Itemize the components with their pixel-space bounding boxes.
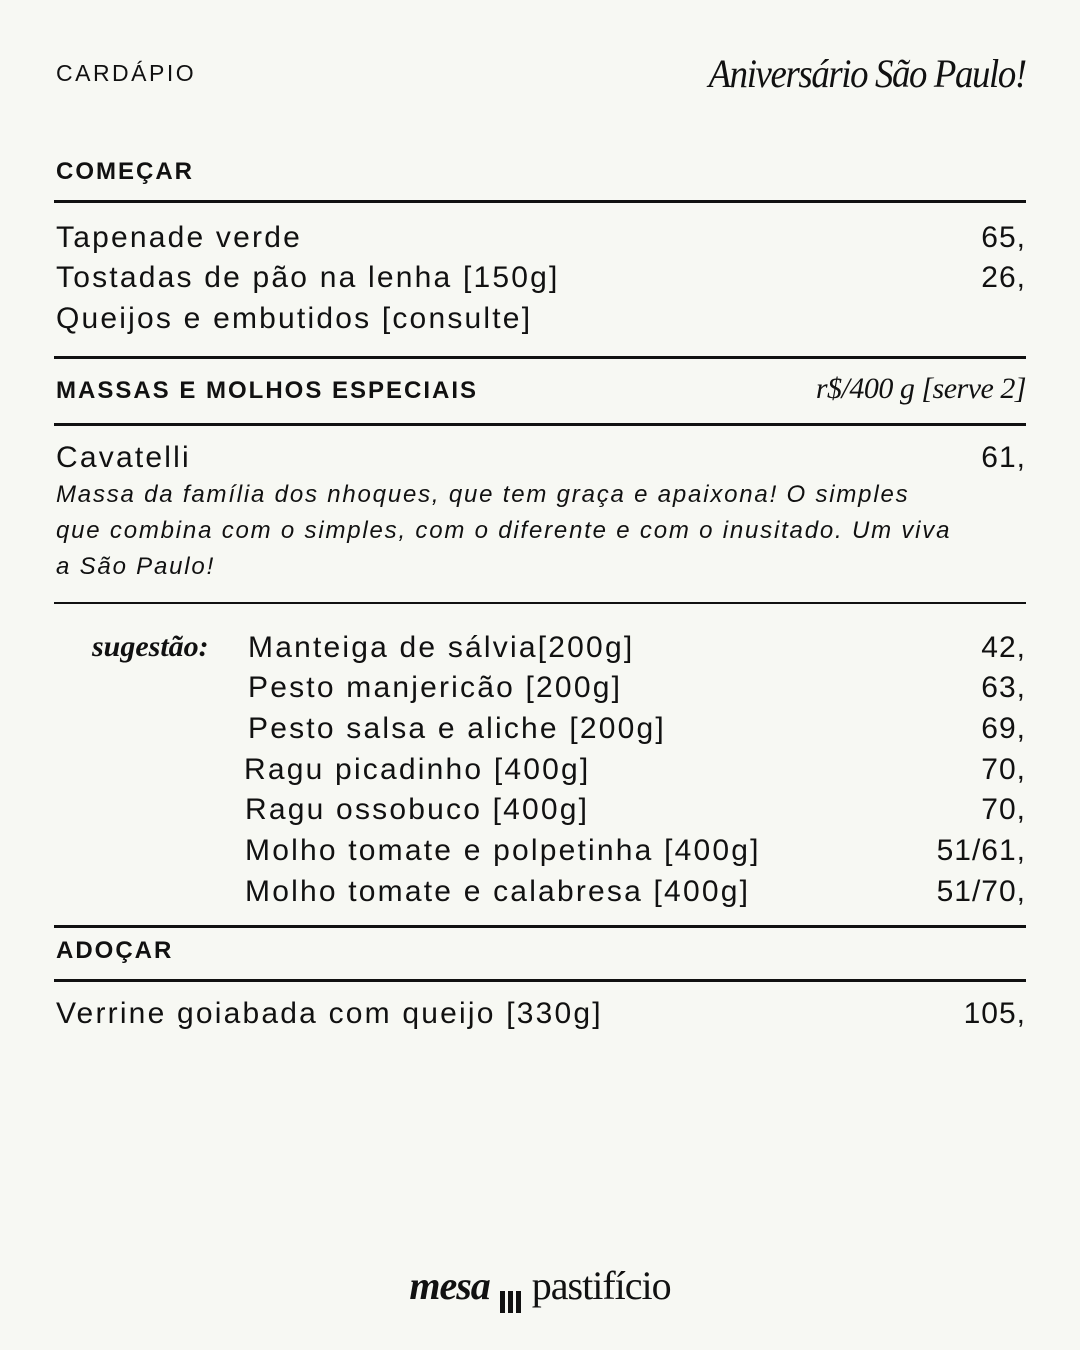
item-description: Massa da família dos nhoques, que tem graça e apaixona! O simples que combina com o simples, com o diferente e com o inusitado. Um viva a São Paulo! (56, 481, 952, 580)
divider (54, 979, 1026, 982)
item-name: Ragu ossobuco [400g] (245, 793, 590, 826)
menu-item (56, 994, 1026, 1034)
item-name: Tostadas de pão na lenha [150g] (56, 261, 560, 294)
sauce-item (245, 790, 1026, 830)
item-price: 26, (981, 261, 1026, 294)
divider (54, 356, 1026, 359)
item-price: 42, (981, 631, 1026, 664)
item-price: 65, (981, 221, 1026, 254)
sauce-item (245, 831, 1026, 871)
divider (54, 423, 1026, 426)
divider (54, 200, 1026, 203)
item-name: Cavatelli (56, 441, 191, 474)
menu-item (56, 258, 1026, 298)
item-price: 51/70, (936, 875, 1026, 908)
brand-name-regular: pastifício (531, 1263, 671, 1308)
sauce-item (245, 872, 1026, 912)
section-title-start: COMEÇAR (56, 158, 194, 185)
item-name: Molho tomate e calabresa [400g] (245, 875, 751, 908)
item-name: Ragu picadinho [400g] (244, 753, 591, 786)
item-name: Tapenade verde (56, 221, 302, 254)
triple-bar-icon (500, 1277, 524, 1299)
item-name: Manteiga de sálvia[200g] (248, 631, 635, 664)
menu-header (56, 50, 1026, 100)
item-price: 105, (963, 997, 1026, 1030)
item-price: 63, (981, 671, 1026, 704)
sauce-item (248, 668, 1026, 708)
sauce-item (248, 709, 1026, 749)
unit-note: r$/400 g [serve 2] (815, 372, 1026, 405)
item-name: Pesto salsa e aliche [200g] (248, 712, 666, 745)
item-price: 61, (981, 441, 1026, 474)
item-price: 69, (981, 712, 1026, 745)
item-name: Verrine goiabada com queijo [330g] (56, 997, 603, 1030)
section-title-pasta: MASSAS E MOLHOS ESPECIAIS (56, 377, 479, 404)
item-price: 70, (981, 793, 1026, 826)
sauce-item (244, 750, 1026, 790)
divider (54, 602, 1026, 604)
suggestion-label: sugestão: (92, 630, 209, 663)
menu-item (56, 218, 1026, 258)
brand-name-italic: mesa (409, 1263, 490, 1308)
event-title: Aniversário São Paulo! (708, 51, 1026, 96)
menu-item (56, 299, 1026, 339)
item-name: Pesto manjericão [200g] (248, 671, 623, 704)
item-price: 51/61, (936, 834, 1026, 867)
menu-item-cavatelli (56, 438, 1026, 478)
divider (54, 925, 1026, 928)
item-name: Molho tomate e polpetinha [400g] (245, 834, 761, 867)
brand-logo (0, 1262, 1080, 1309)
sauce-item (248, 628, 1026, 668)
item-price: 70, (981, 753, 1026, 786)
section-title-dessert: ADOÇAR (56, 937, 174, 964)
menu-label: CARDÁPIO (56, 60, 197, 86)
item-name: Queijos e embutidos [consulte] (56, 302, 533, 335)
